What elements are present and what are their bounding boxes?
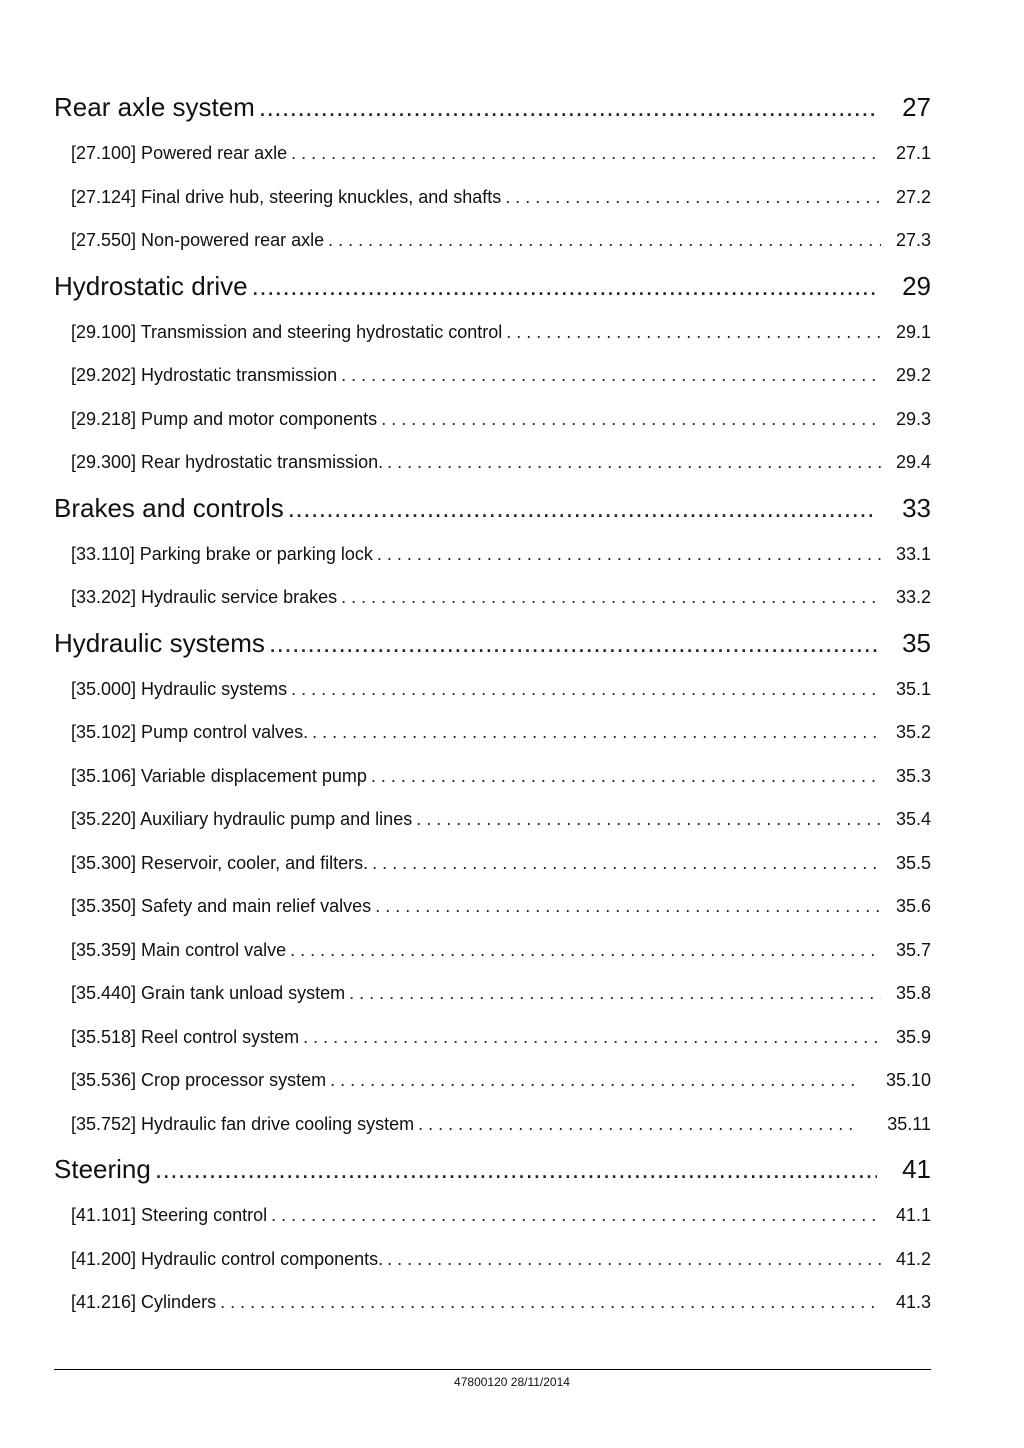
entry-page-number: 33.1 — [895, 543, 931, 564]
toc-entry[interactable] — [54, 219, 931, 263]
entry-label: [41.216] Cylinders — [71, 1292, 217, 1312]
toc-entry[interactable] — [54, 1281, 931, 1325]
entry-label: [35.440] Grain tank unload system — [71, 983, 346, 1003]
entry-label: [35.752] Hydraulic fan drive cooling system — [71, 1113, 415, 1134]
toc-entry[interactable] — [54, 1238, 931, 1282]
toc-entry[interactable] — [54, 576, 931, 620]
entry-page-number: 27.3 — [895, 230, 931, 250]
entry-page-number: 29.4 — [895, 452, 931, 472]
dot-leader — [349, 972, 881, 1016]
toc-entry[interactable] — [54, 176, 931, 220]
section-page-number: 29 — [902, 270, 931, 301]
entry-page-number: 33.2 — [895, 587, 931, 607]
toc-section-heading[interactable] — [54, 84, 931, 130]
section-page-number: 33 — [902, 492, 931, 523]
dot-leader — [377, 533, 881, 577]
entry-label: [29.202] Hydrostatic transmission — [71, 365, 338, 385]
dot-leader — [375, 885, 881, 929]
toc-entry[interactable] — [54, 755, 931, 799]
entry-page-number: 27.2 — [895, 186, 931, 207]
footer-document-id: 47800120 28/11/2014 — [454, 1375, 570, 1389]
entry-page-number: 35.4 — [895, 809, 931, 829]
section-title: Rear axle system — [54, 92, 255, 122]
entry-page-number: 41.3 — [895, 1292, 931, 1312]
toc-section-heading[interactable] — [54, 263, 931, 309]
section-title: Steering — [54, 1154, 151, 1184]
toc-entry[interactable] — [54, 1103, 931, 1147]
entry-label: [35.350] Safety and main relief valves — [71, 896, 372, 916]
entry-page-number: 29.2 — [895, 365, 931, 385]
dot-leader — [291, 668, 881, 712]
dot-leader — [328, 219, 881, 263]
entry-page-number: 29.1 — [895, 321, 931, 342]
toc-entry[interactable] — [54, 441, 931, 485]
dot-leader — [372, 842, 881, 886]
section-page-number: 35 — [902, 627, 931, 658]
dot-leader — [387, 1238, 881, 1282]
dot-leader — [341, 576, 881, 620]
toc-entry[interactable] — [54, 132, 931, 176]
dot-leader — [290, 929, 881, 973]
entry-page-number: 35.5 — [895, 852, 931, 873]
toc-entry[interactable] — [54, 798, 931, 842]
toc-entry[interactable] — [54, 929, 931, 973]
entry-label: [41.101] Steering control — [71, 1205, 268, 1225]
entry-label: [35.359] Main control valve — [71, 939, 287, 960]
entry-label: [29.300] Rear hydrostatic transmission. — [71, 452, 384, 472]
dot-leader — [387, 441, 881, 485]
toc-entry[interactable] — [54, 1059, 931, 1103]
entry-label: [27.100] Powered rear axle — [71, 143, 288, 163]
entry-page-number: 35.1 — [895, 678, 931, 699]
entry-page-number: 35.6 — [895, 896, 931, 916]
section-title: Hydrostatic drive — [54, 270, 248, 301]
dot-leader — [330, 1059, 855, 1103]
entry-page-number: 29.3 — [895, 408, 931, 429]
dot-leader — [303, 1016, 881, 1060]
dot-leader — [371, 755, 881, 799]
entry-page-number: 35.2 — [895, 722, 931, 742]
dot-leader — [312, 711, 881, 755]
toc-entry[interactable] — [54, 354, 931, 398]
dot-leader — [271, 1194, 881, 1238]
toc-section-heading[interactable] — [54, 620, 931, 666]
entry-label: [33.110] Parking brake or parking lock — [71, 543, 373, 564]
entry-label: [35.518] Reel control system — [71, 1026, 300, 1047]
toc-entry[interactable] — [54, 711, 931, 755]
entry-page-number: 35.3 — [895, 765, 931, 786]
entry-page-number: 35.11 — [887, 1113, 931, 1134]
section-page-number: 27 — [902, 92, 931, 122]
toc-section-heading[interactable] — [54, 485, 931, 531]
entry-label: [35.536] Crop processor system — [71, 1070, 327, 1090]
dot-leader — [381, 398, 881, 442]
toc-entry[interactable] — [54, 972, 931, 1016]
entry-page-number: 35.7 — [895, 939, 931, 960]
entry-label: [35.300] Reservoir, cooler, and filters. — [71, 852, 369, 873]
dot-leader — [418, 1103, 855, 1147]
toc-entry[interactable] — [54, 398, 931, 442]
entry-label: [29.100] Transmission and steering hydrostatic control — [71, 321, 503, 342]
table-of-contents — [54, 84, 931, 1325]
entry-page-number: 27.1 — [895, 143, 931, 163]
dot-leader — [155, 1146, 877, 1192]
toc-entry[interactable] — [54, 311, 931, 355]
toc-section-heading[interactable] — [54, 1146, 931, 1192]
dot-leader — [288, 485, 877, 531]
dot-leader — [269, 620, 877, 666]
entry-page-number: 35.10 — [885, 1070, 931, 1090]
toc-entry[interactable] — [54, 842, 931, 886]
entry-label: [33.202] Hydraulic service brakes — [71, 587, 338, 607]
dot-leader — [259, 84, 877, 130]
entry-label: [27.550] Non-powered rear axle — [71, 230, 325, 250]
toc-entry[interactable] — [54, 885, 931, 929]
dot-leader — [505, 176, 881, 220]
entry-label: [41.200] Hydraulic control components. — [71, 1248, 384, 1269]
entry-label: [35.000] Hydraulic systems — [71, 678, 288, 699]
entry-label: [35.106] Variable displacement pump — [71, 765, 367, 786]
entry-label: [35.220] Auxiliary hydraulic pump and lines — [71, 809, 413, 829]
toc-entry[interactable] — [54, 668, 931, 712]
section-title: Hydraulic systems — [54, 627, 265, 658]
section-page-number: 41 — [902, 1154, 931, 1184]
dot-leader — [341, 354, 881, 398]
entry-page-number: 41.1 — [895, 1205, 931, 1225]
toc-entry[interactable] — [54, 533, 931, 577]
dot-leader — [220, 1281, 881, 1325]
entry-label: [35.102] Pump control valves. — [71, 722, 309, 742]
entry-label: [27.124] Final drive hub, steering knuckles, and shafts — [71, 186, 502, 207]
toc-entry[interactable] — [54, 1194, 931, 1238]
toc-entry[interactable] — [54, 1016, 931, 1060]
entry-label: [29.218] Pump and motor components — [71, 408, 378, 429]
dot-leader — [416, 798, 881, 842]
entry-page-number: 35.9 — [895, 1026, 931, 1047]
section-title: Brakes and controls — [54, 492, 284, 523]
dot-leader — [506, 311, 881, 355]
dot-leader — [252, 263, 877, 309]
dot-leader — [291, 132, 881, 176]
entry-page-number: 35.8 — [895, 983, 931, 1003]
entry-page-number: 41.2 — [895, 1248, 931, 1269]
footer-divider — [54, 1369, 931, 1370]
